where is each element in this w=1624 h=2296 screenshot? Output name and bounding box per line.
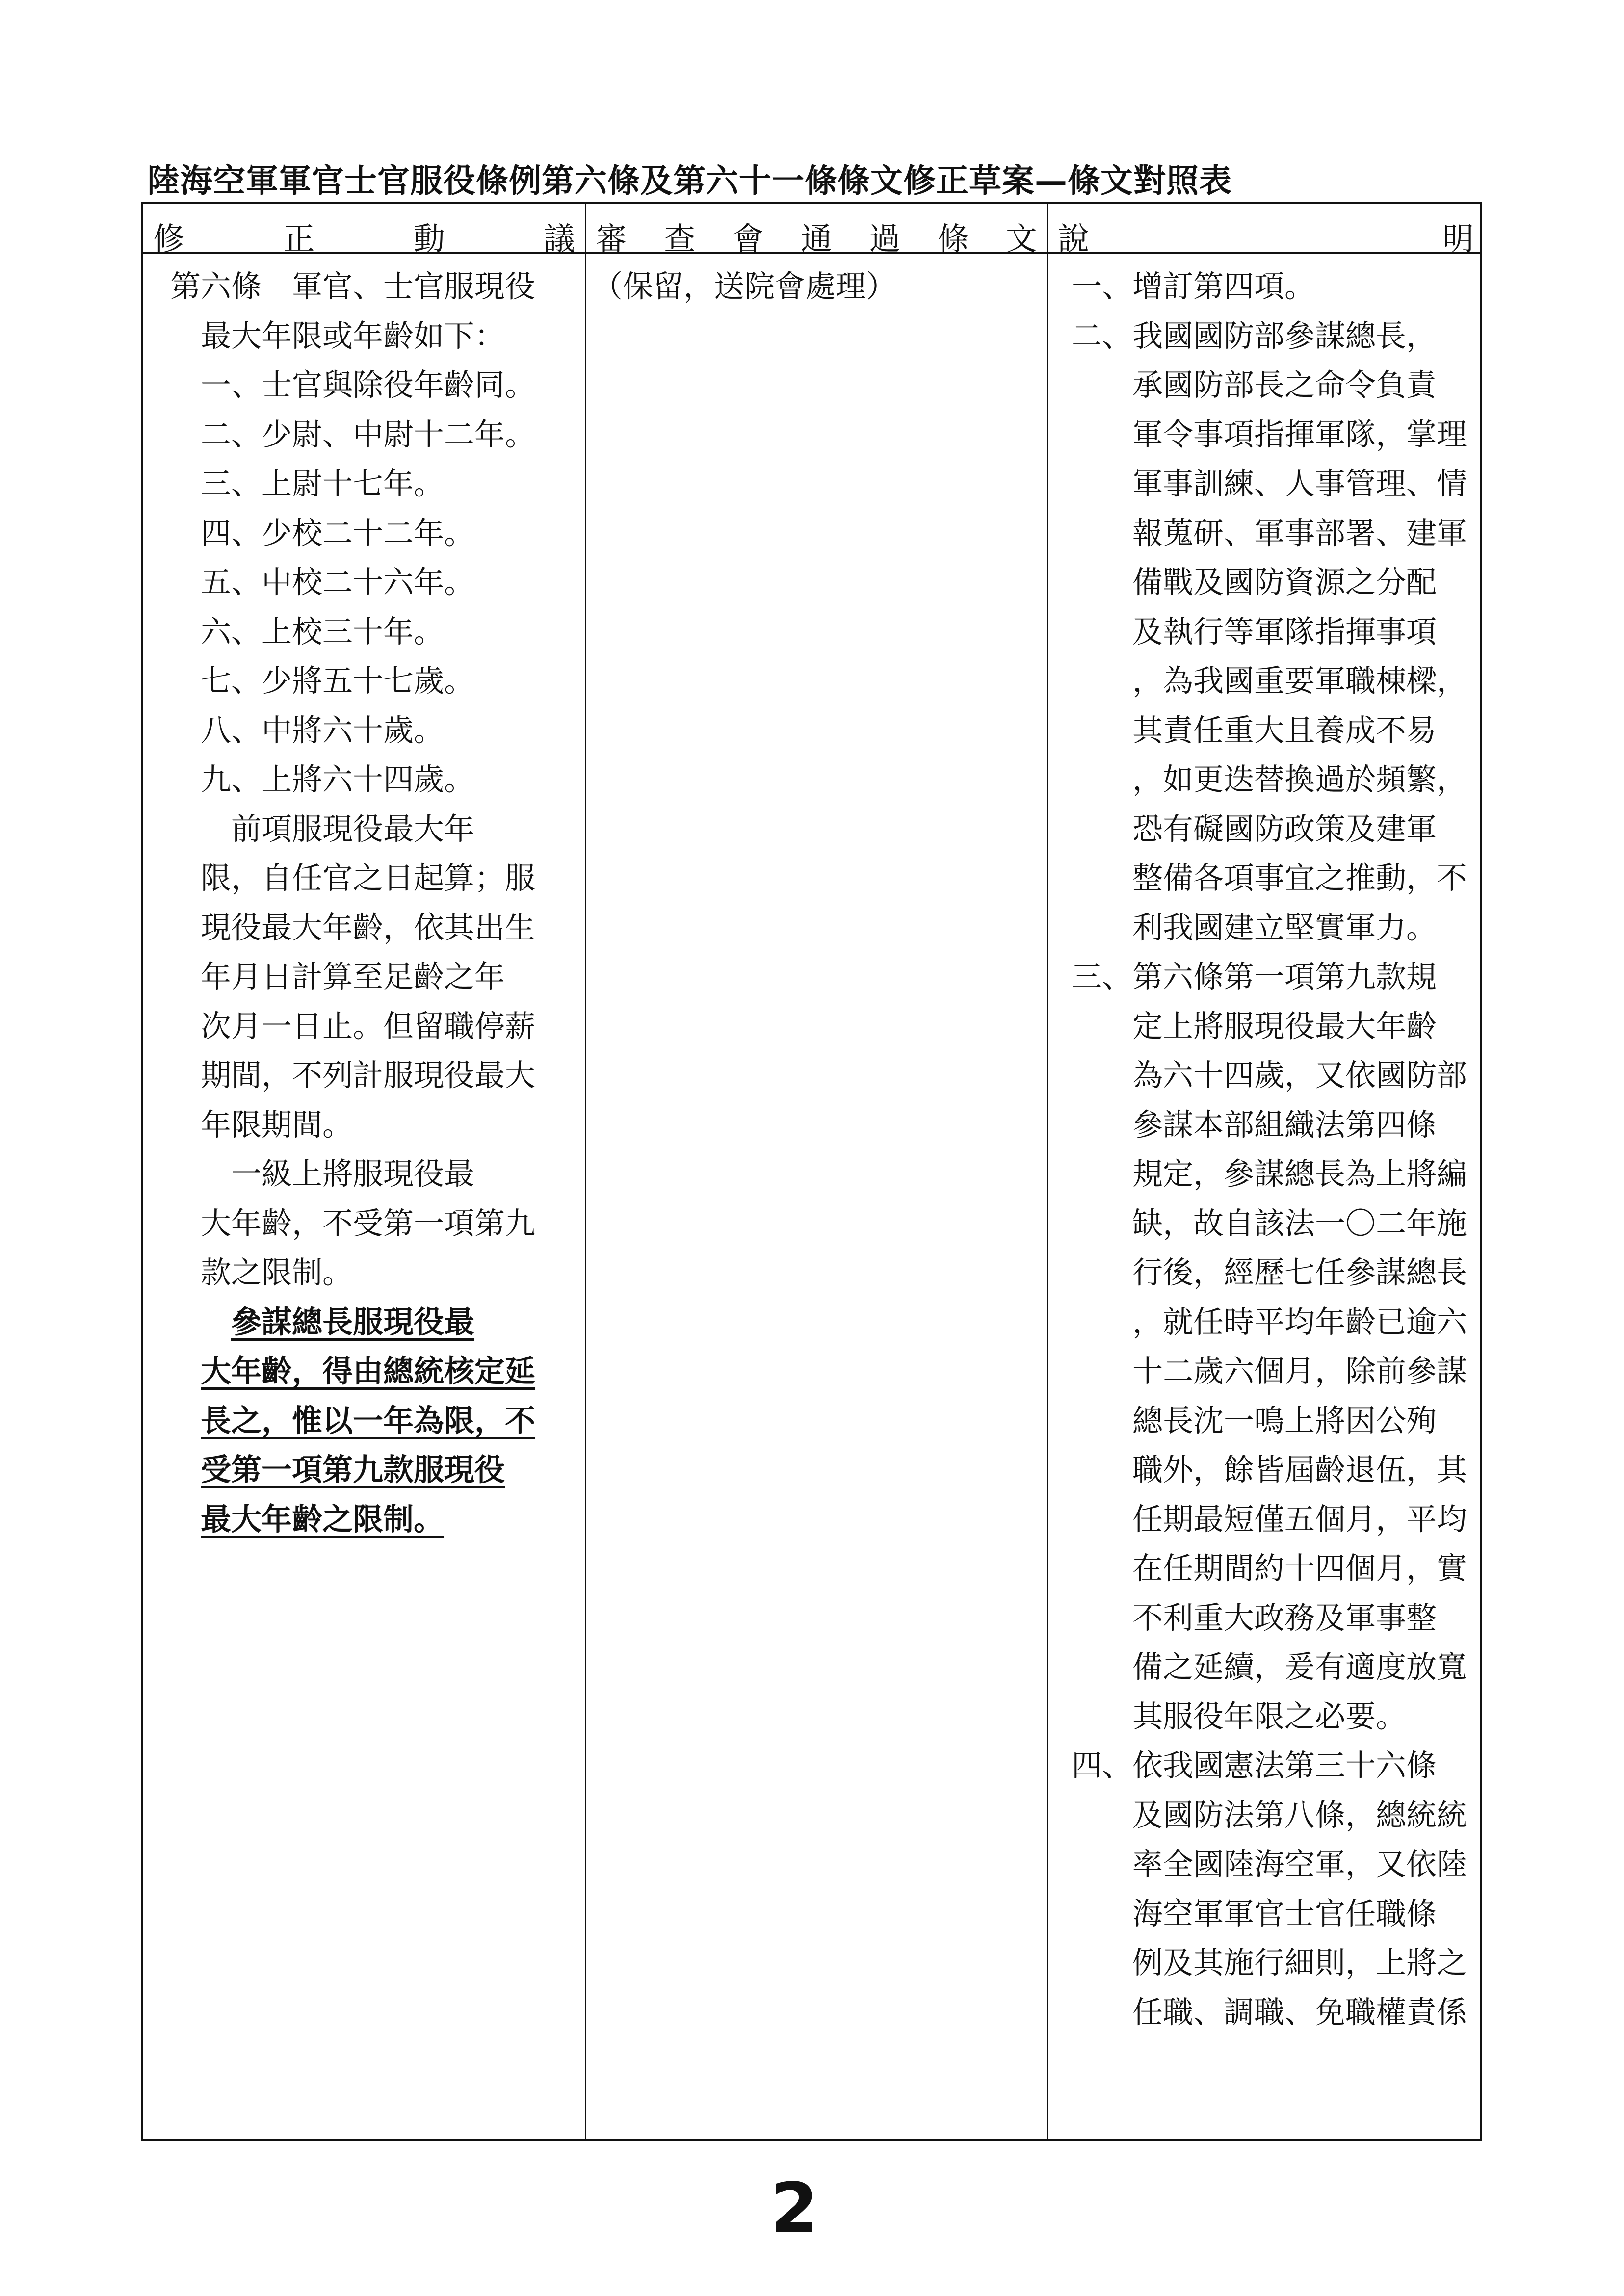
header-amendment: 修 正 動 議 xyxy=(153,221,575,258)
committee-cell: （保留，送院會處理） xyxy=(592,268,897,304)
new-clause-line: 參謀總長服現役最 xyxy=(231,1304,475,1340)
comparison-table xyxy=(141,202,1482,2141)
column-divider-2 xyxy=(1047,204,1048,2139)
header-committee: 審 查 會 通 過 條 文 xyxy=(596,221,1037,258)
new-clause-line: 長之，惟以一年為限，不 xyxy=(201,1402,536,1438)
amendment-cell: 第六條 軍官、士官服現役 最大年限或年齡如下： 一、士官與除役年齡同。 二、少尉、中尉十二年。 三、上尉十七年。 四、少校二十二年。 五、中校二十六年。 六、上校三十年。 七、少將五十七歲。 八、中將六十歲。 九、上將六十四歲。 前項服現役最大年 限，自任官之日起算；服 現役最大年齡，依其出生 年月日計算至足齡之年 次月一日止。但留職停薪 期間，不列計服現役最大 年限期間。 一級上將服現役最 大年齡，不受第一項第九 款之限制。 參謀總長服現役最 大年齡，得由總統核定延 長之，惟以一年為限，不 受第一項第九款服現役 最大年齡之限制。 xyxy=(170,262,577,1544)
document-title: 陸海空軍軍官士官服役條例第六條及第六十一條條文修正草案—條文對照表 xyxy=(147,161,1232,200)
new-clause-line: 大年齡，得由總統核定延 xyxy=(201,1353,536,1389)
page-number: 2 xyxy=(770,2168,818,2248)
column-divider-1 xyxy=(585,204,586,2139)
new-clause-line: 最大年齡之限制。 xyxy=(201,1501,445,1537)
explanation-cell: 一、增訂第四項。 二、我國國防部參謀總長， 承國防部長之命令負責 軍令事項指揮軍隊，掌理 軍事訓練、人事管理、情 報蒐研、軍事部署、建軍 備戰及國防資源之分配 及執行等軍隊指揮事項 ，為我國重要軍職棟樑， 其責任重大且養成不易 ，如更迭替換過於頻繁， 恐有礙國防政策及建軍 整備各項事宜之推動，不 利我國建立堅實軍力。 三、第六條第一項第九款規 定上將服現役最大年齡 為六十四歲，又依國防部 參謀本部組織法第四條 規定，參謀總長為上將編 缺，故自該法一〇二年施 行後，經歷七任參謀總長 ，就任時平均年齡已逾六 十二歲六個月，除前參謀 總長沈一鳴上將因公殉 職外，餘皆屆齡退伍，其 任期最短僅五個月，平均 在任期間約十四個月，實 不利重大政務及軍事整 備之延續，爰有適度放寬 其服役年限之必要。 四、依我國憲法第三十六條 及國防法第八條，總統統 率全國陸海空軍，又依陸 海空軍軍官士官任職條 例及其施行細則，上將之 任職、調職、免職權責係 xyxy=(1072,268,1467,2030)
new-clause-line: 受第一項第九款服現役 xyxy=(201,1452,505,1487)
header-explanation: 說 明 xyxy=(1058,221,1474,258)
